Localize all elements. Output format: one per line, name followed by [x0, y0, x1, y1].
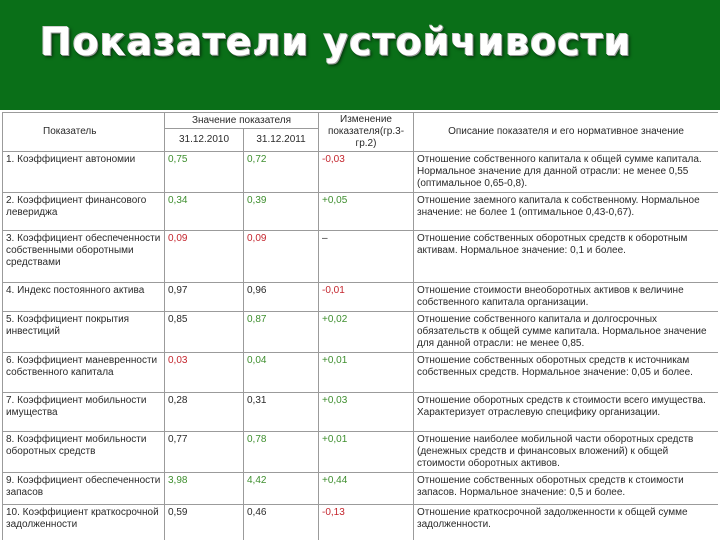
- value-change: +0,05: [319, 193, 414, 231]
- table-row: [3, 473, 719, 505]
- header-change: Изменение показателя(гр.3-гр.2): [319, 113, 414, 152]
- table-row: [3, 152, 719, 193]
- table-row: [3, 231, 719, 283]
- value-2010: 0,77: [165, 432, 244, 473]
- indicator-name: 8. Коэффициент мобильности оборотных средств: [3, 432, 165, 473]
- indicator-description: Отношение собственных оборотных средств к источникам собственных средств. Нормальное значение: 0,05 и более.: [414, 353, 719, 393]
- indicator-description: Отношение заемного капитала к собственному. Нормальное значение: не более 1 (оптимальное 0,43-0,67).: [414, 193, 719, 231]
- indicator-name: 1. Коэффициент автономии: [3, 152, 165, 193]
- header-description: Описание показателя и его нормативное значение: [414, 113, 719, 152]
- table-body: [3, 152, 719, 540]
- value-change: +0,44: [319, 473, 414, 505]
- value-2011: 0,96: [244, 283, 319, 312]
- indicator-description: Отношение оборотных средств к стоимости всего имущества. Характеризует отраслевую специфику организации.: [414, 393, 719, 432]
- indicator-description: Отношение стоимости внеоборотных активов к величине собственного капитала организации.: [414, 283, 719, 312]
- indicators-table-container: [2, 112, 718, 540]
- table-row: [3, 193, 719, 231]
- value-change: -0,01: [319, 283, 414, 312]
- indicator-name: 3. Коэффициент обеспеченности собственными оборотными средствами: [3, 231, 165, 283]
- header-value-group: Значение показателя: [165, 113, 319, 129]
- value-2011: 0,09: [244, 231, 319, 283]
- indicators-table: [2, 112, 718, 540]
- value-2011: 0,04: [244, 353, 319, 393]
- value-change: –: [319, 231, 414, 283]
- value-2010: 0,34: [165, 193, 244, 231]
- value-2010: 0,75: [165, 152, 244, 193]
- indicator-description: Отношение собственного капитала к общей сумме капитала. Нормальное значение для данной отрасли: не менее 0,55 (оптимальное 0,65-0,8).: [414, 152, 719, 193]
- table-row: [3, 353, 719, 393]
- indicator-description: Отношение собственного капитала и долгосрочных обязательств к общей сумме капитала. Нормальное значение для данной отрасли: не менее 0,85.: [414, 312, 719, 353]
- table-row: [3, 312, 719, 353]
- table-row: [3, 505, 719, 540]
- indicator-name: 4. Индекс постоянного актива: [3, 283, 165, 312]
- value-2011: 0,46: [244, 505, 319, 540]
- indicator-description: Отношение наиболее мобильной части оборотных средств (денежных средств и финансовых вложений) к общей стоимости оборотных активов.: [414, 432, 719, 473]
- header-date-2011: 31.12.2011: [244, 129, 319, 152]
- value-2010: 3,98: [165, 473, 244, 505]
- value-2010: 0,03: [165, 353, 244, 393]
- page-title: Показатели устойчивости: [40, 20, 632, 64]
- value-change: +0,02: [319, 312, 414, 353]
- value-2010: 0,97: [165, 283, 244, 312]
- indicator-name: 10. Коэффициент краткосрочной задолженности: [3, 505, 165, 540]
- value-2011: 4,42: [244, 473, 319, 505]
- value-2010: 0,09: [165, 231, 244, 283]
- value-change: -0,13: [319, 505, 414, 540]
- indicator-description: Отношение краткосрочной задолженности к общей сумме задолженности.: [414, 505, 719, 540]
- header-indicator: Показатель: [3, 113, 165, 152]
- indicator-name: 9. Коэффициент обеспеченности запасов: [3, 473, 165, 505]
- value-2011: 0,31: [244, 393, 319, 432]
- value-2011: 0,72: [244, 152, 319, 193]
- title-banner: [0, 0, 720, 110]
- indicator-description: Отношение собственных оборотных средств к оборотным активам. Нормальное значение: 0,1 и более.: [414, 231, 719, 283]
- indicator-name: 6. Коэффициент маневренности собственного капитала: [3, 353, 165, 393]
- indicator-description: Отношение собственных оборотных средств к стоимости запасов. Нормальное значение: 0,5 и более.: [414, 473, 719, 505]
- value-2010: 0,28: [165, 393, 244, 432]
- value-2010: 0,85: [165, 312, 244, 353]
- table-row: [3, 432, 719, 473]
- value-change: +0,03: [319, 393, 414, 432]
- header-date-2010: 31.12.2010: [165, 129, 244, 152]
- indicator-name: 7. Коэффициент мобильности имущества: [3, 393, 165, 432]
- value-2011: 0,39: [244, 193, 319, 231]
- table-row: [3, 283, 719, 312]
- value-change: -0,03: [319, 152, 414, 193]
- value-change: +0,01: [319, 432, 414, 473]
- indicator-name: 5. Коэффициент покрытия инвестиций: [3, 312, 165, 353]
- value-change: +0,01: [319, 353, 414, 393]
- value-2011: 0,87: [244, 312, 319, 353]
- value-2010: 0,59: [165, 505, 244, 540]
- value-2011: 0,78: [244, 432, 319, 473]
- indicator-name: 2. Коэффициент финансового левериджа: [3, 193, 165, 231]
- table-row: [3, 393, 719, 432]
